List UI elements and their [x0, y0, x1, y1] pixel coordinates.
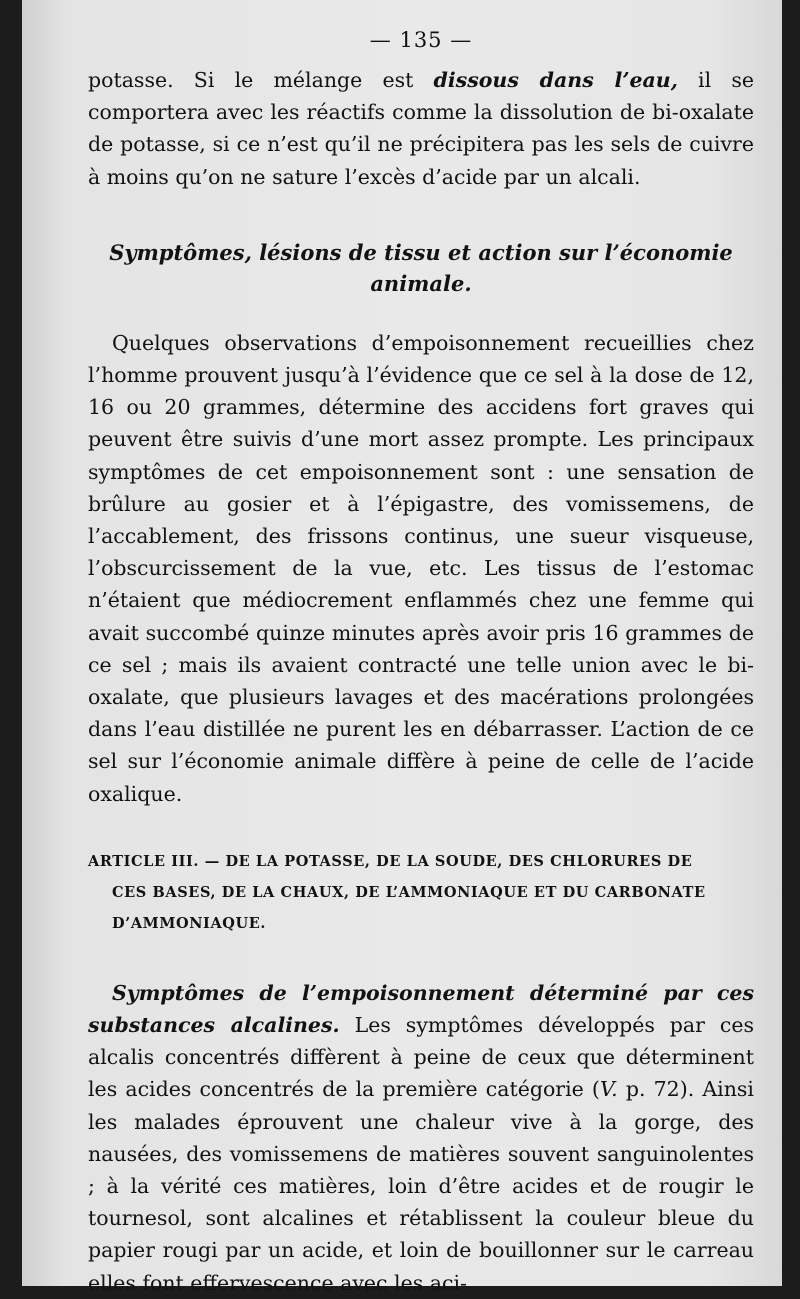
book-page — [22, 0, 782, 1295]
article-heading-line: D’AMMONIAQUE. — [112, 914, 267, 932]
paragraph-text: il se comportera avec les réactifs comme la dissolution de bi-oxalate de potasse, si ce n’est qu’il ne précipitera pas les sels de cuivre à moins qu’on ne sature l’excès d’acide par un alcali. — [88, 68, 754, 189]
section-heading-line: Symptômes, lésions de tissu et action sur l’économie — [109, 239, 733, 265]
article-heading-line: CES BASES, DE LA CHAUX, DE L’AMMONIAQUE ET DU CARBONATE — [112, 883, 706, 901]
article-heading-line: ARTICLE III. — DE LA POTASSE, DE LA SOUDE, DES CHLORURES DE — [88, 852, 693, 870]
paragraph-continuation — [88, 64, 754, 193]
page-number: — 135 — — [369, 28, 473, 52]
paragraph-text: Les symptômes développés par ces alcalis concentrés diffèrent à peine de ceux que déterminent les acides concentrés de la première catégorie ( — [88, 1013, 755, 1102]
section-heading-line: animale. — [370, 270, 472, 296]
paragraph-text: p. 72). Ainsi les malades éprouvent une chaleur vive à la gorge, des nausées, des vomissemens de matières souvent sanguinolentes ; à la vérité ces matières, loin d’être acides et de rougir le tournesol, sont alcalines et rétablissent la couleur bleue du papier rougi par un acide, et loin de bouillonner sur le carreau elles font effervescence avec les aci- — [88, 1077, 754, 1295]
run-in-heading: Symptômes de l’empoisonnement déterminé par ces substances alcalines. — [88, 980, 754, 1038]
paragraph-alkali-symptoms — [88, 977, 754, 1299]
article-heading — [88, 846, 754, 939]
paragraph-text: potasse. Si le mélange est — [88, 68, 434, 92]
cross-reference: V. — [599, 1077, 618, 1102]
paragraph-symptoms: Quelques observations d’empoisonnement recueillies chez l’homme prouvent jusqu’à l’évidence que ce sel à la dose de 12, 16 ou 20 grammes, détermine des accidens fort graves qui peuvent être suivis d’une mort assez prompte. Les principaux symptômes de cet empoisonnement sont : une sensation de brûlure au gosier et à l’épigastre, des vomissemens, de l’accablement, des frissons continus, une sueur visqueuse, l’obscurcissement de la vue, etc. Les tissus de l’estomac n’étaient que médiocrement enflammés chez une femme qui avait succombé quinze minutes après avoir pris 16 grammes de ce sel ; mais ils avaient contracté une telle union avec le bi-oxalate, que plusieurs lavages et des macérations prolongées dans l’eau distillée ne purent les en débarrasser. L’action de ce sel sur l’économie animale diffère à peine de celle de l’acide oxalique. — [88, 330, 754, 806]
section-heading — [88, 237, 754, 299]
emphasis-text: dissous dans l’eau, — [433, 68, 678, 92]
